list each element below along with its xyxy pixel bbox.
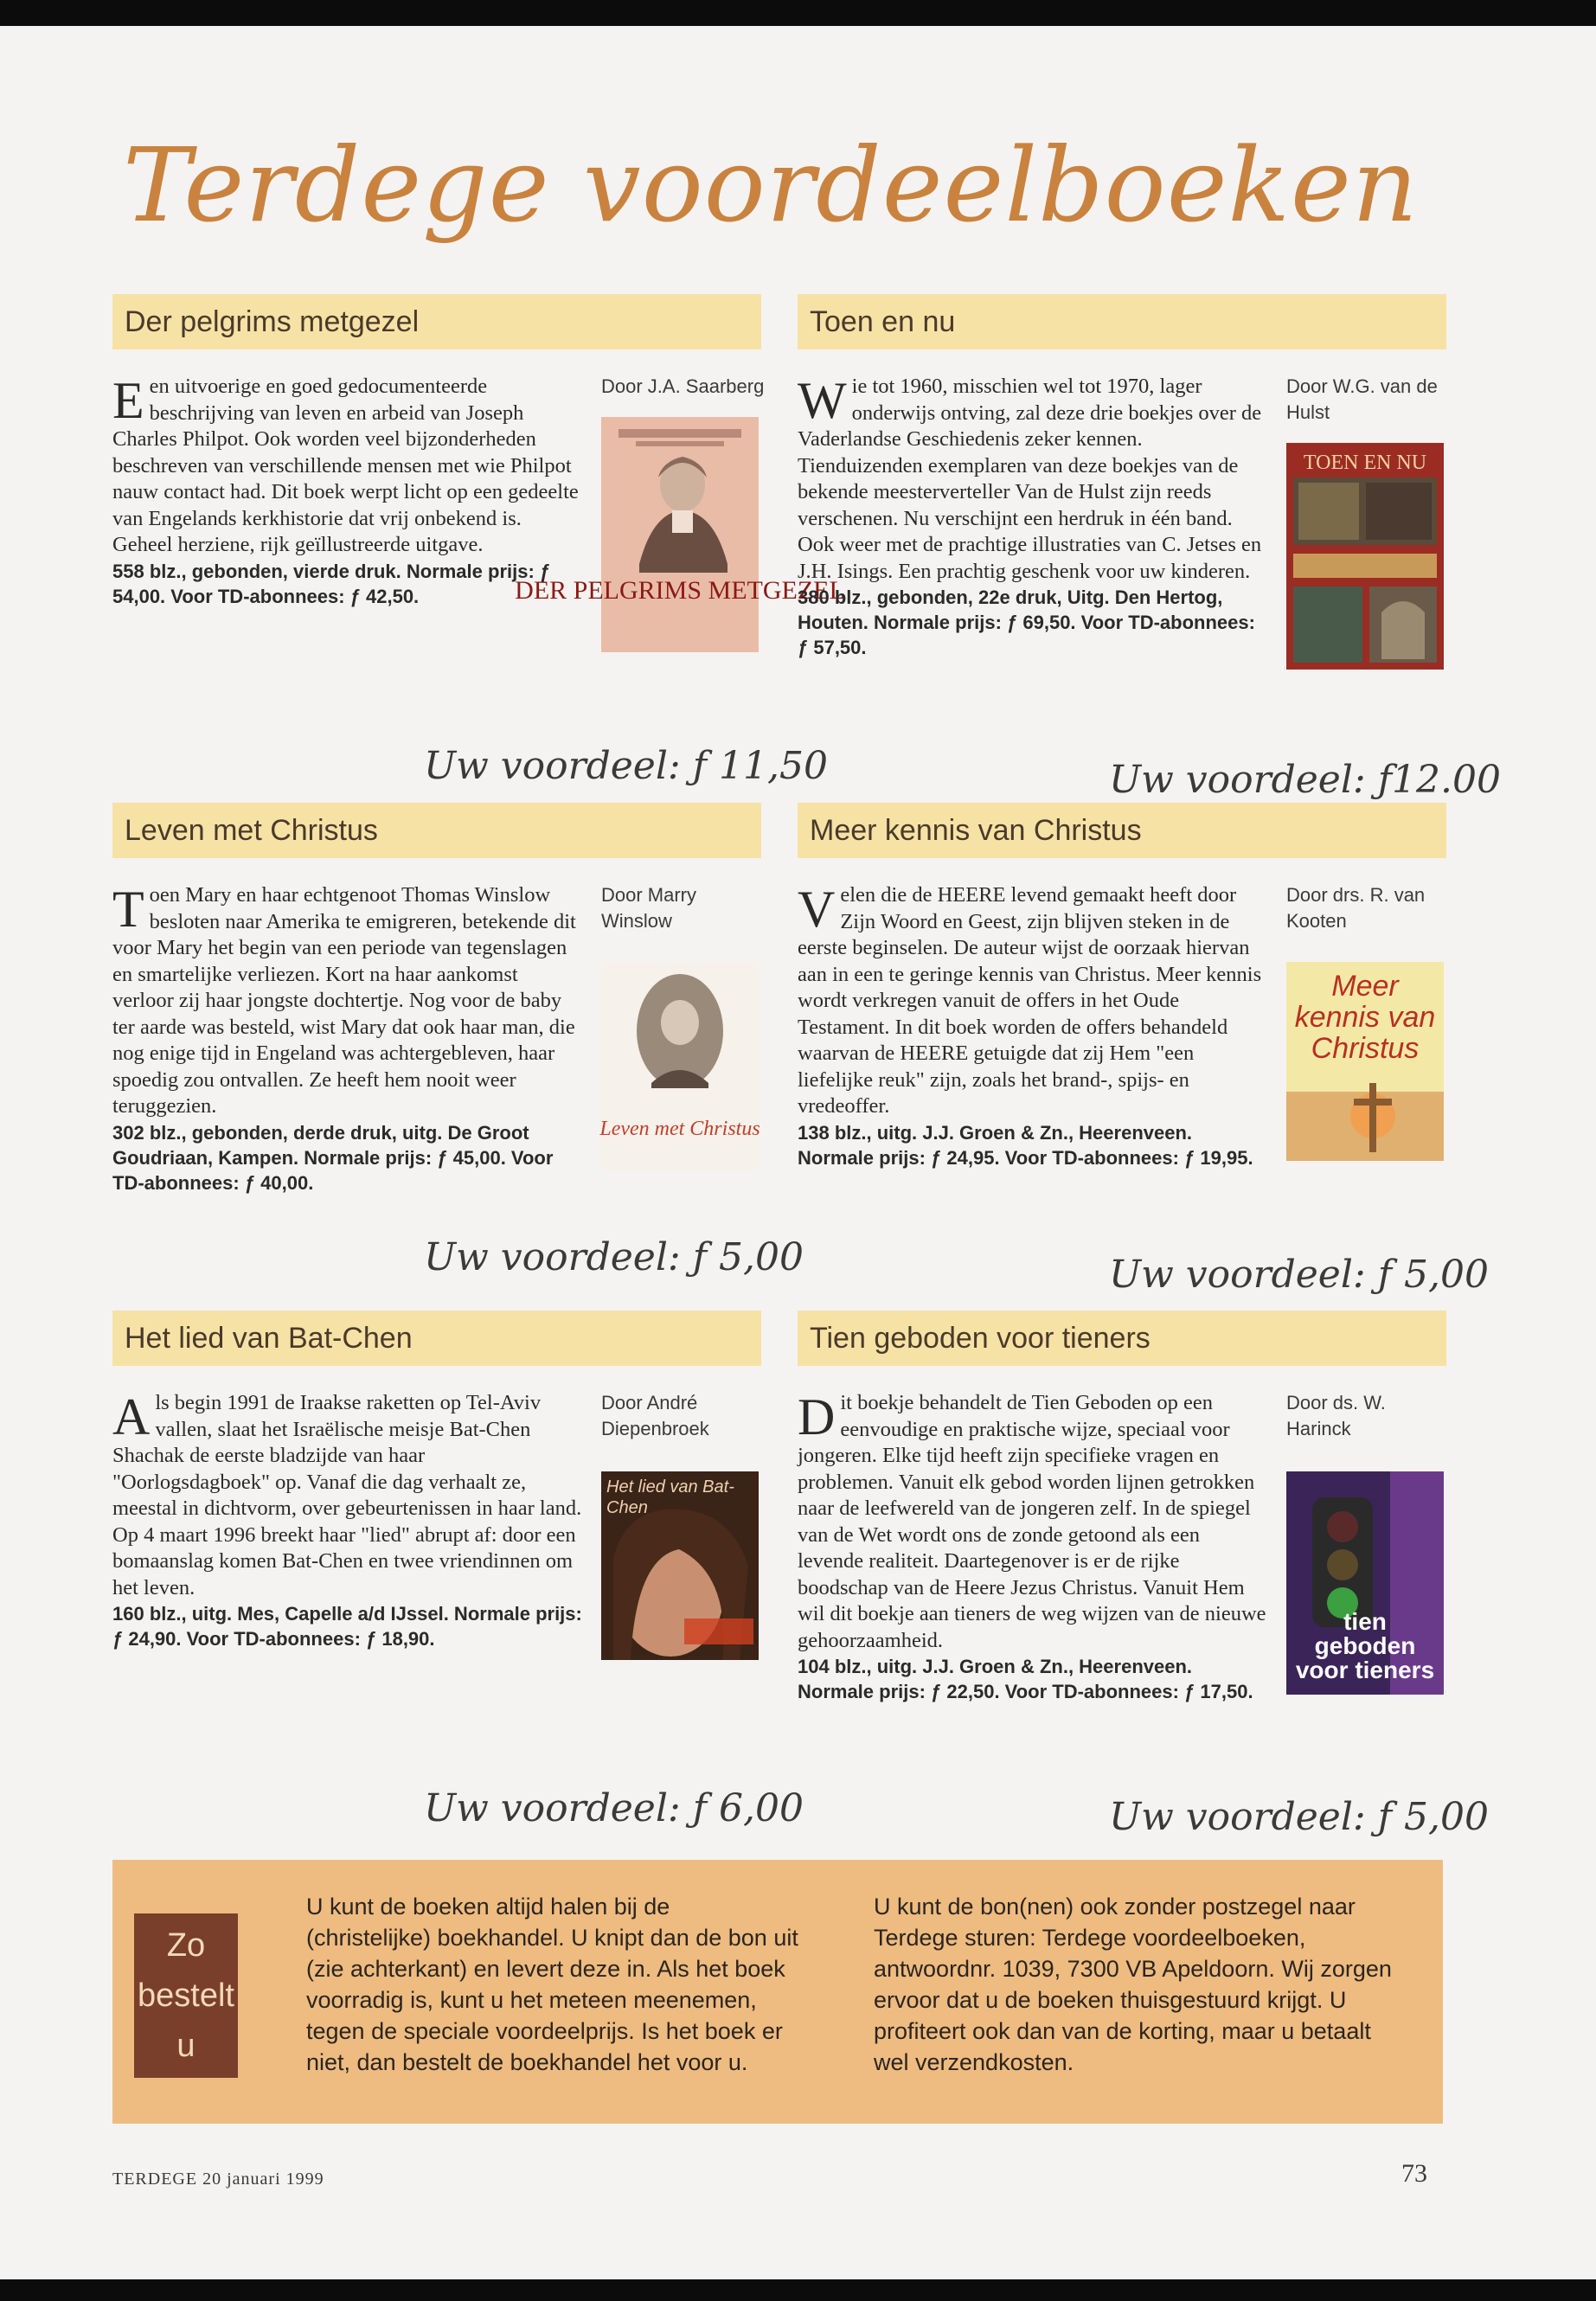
cover-title: tien geboden voor tieners (1295, 1608, 1435, 1683)
order-text-mail: U kunt de bon(nen) ook zonder postzegel naar Terdege sturen: Terdege voordeelboeken, antwoordnr. 1039, 7300 VB Apeldoorn. Wij zorgen ervoor dat u de boeken thuisgestuurd krijgt. U profiteert ook dan van de korting, maar u betaalt wel verzendkosten. (874, 1894, 1392, 2075)
book-description (798, 882, 1269, 1170)
drop-cap: A (112, 1388, 151, 1445)
book-cover-leven-met-christus (601, 962, 759, 1170)
drop-cap: T (112, 881, 144, 938)
author-credit: Door W.G. van de Hulst (1286, 375, 1438, 423)
book-cover-pelgrims (515, 417, 845, 652)
portrait-illustration (515, 417, 845, 652)
section-heading: Leven met Christus (112, 803, 761, 858)
price-details: 160 blz., uitg. Mes, Capelle a/d IJssel. Normale prijs: ƒ 24,90. Voor TD-abonnees: ƒ 18,90. (112, 1603, 582, 1650)
description-text: ie tot 1960, misschien wel tot 1970, lager onderwijs ontving, zal deze drie boekjes over de Vaderlandse Geschiedenis zeker kennen. Tienduizenden exemplaren van deze boekjes van de bekende meesterverteller Van de Hulst zijn reeds verschenen. Nu verschijnt een herdruk in één band. Ook weer met de prachtige illustraties van C. Jetses en J.H. Isings. Een prachtig geschenk voor uw kinderen. (798, 375, 1262, 583)
book-description (112, 374, 584, 609)
book-section-pelgrims (112, 294, 845, 788)
section-heading: Toen en nu (798, 294, 1446, 349)
drop-cap: V (798, 881, 836, 938)
price-details: 104 blz., uitg. J.J. Groen & Zn., Heerenveen. Normale prijs: ƒ 22,50. Voor TD-abonnees: ƒ 17,50. (798, 1656, 1253, 1702)
order-badge: Zo bestelt u (134, 1913, 238, 2078)
page-number: 73 (1401, 2159, 1427, 2188)
advantage-label: Uw voordeel: ƒ 5,00 (424, 1235, 804, 1279)
cover-title: Leven met Christus (599, 1118, 760, 1140)
footer-issue: TERDEGE 20 januari 1999 (112, 2170, 324, 2189)
portrait-illustration (601, 962, 759, 1170)
cover-illustration (1286, 962, 1444, 1161)
author-credit: Door J.A. Saarberg (601, 375, 765, 397)
drop-cap: E (112, 372, 144, 429)
author-credit: Door André Diepenbroek (601, 1392, 709, 1439)
advantage-label: Uw voordeel: ƒ 5,00 (1109, 1795, 1489, 1839)
advantage-label: Uw voordeel: ƒ12.00 (1109, 758, 1501, 802)
author-credit: Door ds. W. Harinck (1286, 1392, 1386, 1439)
book-cover-bat-chen (601, 1471, 759, 1660)
book-cover-tien-geboden (1286, 1471, 1444, 1695)
cover-title: DER PELGRIMS METGEZEL (515, 576, 845, 605)
price-details: 558 blz., gebonden, vierde druk. Normale prijs: ƒ 54,00. Voor TD-abonnees: ƒ 42,50. (112, 560, 551, 607)
page-title: Terdege voordeelboeken (123, 125, 1419, 245)
drop-cap: D (798, 1388, 836, 1445)
magazine-page (0, 26, 1596, 2279)
drop-cap: W (798, 372, 847, 429)
advantage-label: Uw voordeel: ƒ 6,00 (424, 1786, 804, 1830)
book-cover-meer-kennis (1286, 962, 1444, 1161)
order-info-box (112, 1860, 1443, 2124)
cover-illustration (1286, 1471, 1444, 1695)
description-text: ls begin 1991 de Iraakse raketten op Tel-Aviv vallen, slaat het Israëlische meisje Bat-Chen Shachak de eerste bladzijde van haar "Oorlogsdagboek" op. Vanaf die dag verhaalt ze, meestal in dichtvorm, over gebeurtenissen in haar land. Op 4 maart 1996 breekt haar "lied" abrupt af: door een bomaanslag komen Bat-Chen en twee vriendinnen om het leven. (112, 1391, 582, 1599)
description-text: oen Mary en haar echtgenoot Thomas Winslow besloten naar Amerika te emigreren, betekende dit voor Mary het begin van een periode van tegenslagen en smartelijke verliezen. Kort na haar aankomst verloor zij haar jongste dochtertje. Nog voor de baby ter aarde was besteld, wist Mary dat ook haar man, die nog enige tijd in Engeland was achtergebleven, haar spoedig zou ontvallen. Ze heeft hem nooit weer teruggezien. (112, 883, 576, 1118)
cover-title: Meer kennis van Christus (1294, 970, 1436, 1065)
price-details: 302 blz., gebonden, derde druk, uitg. De Groot Goudriaan, Kampen. Normale prijs: ƒ 45,00. Voor TD-abonnees: ƒ 40,00. (112, 1121, 554, 1194)
description-text: en uitvoerige en goed gedocumenteerde beschrijving van leven en arbeid van Joseph Charles Philpot. Ook worden veel bijzonderheden beschreven van verschillende mensen met wie Philpot nauw contact had. Dit boek werpt licht op een gedeelte van Engelands kerkhistorie dat vrij onbekend is. Geheel herziene, rijk geïllustreerde uitgave. (112, 375, 579, 556)
price-details: 138 blz., uitg. J.J. Groen & Zn., Heerenveen. Normale prijs: ƒ 24,95. Voor TD-abonnees: ƒ 19,95. (798, 1121, 1253, 1169)
cover-title: TOEN EN NU (1303, 452, 1427, 474)
book-section-leven-met-christus (112, 803, 804, 1279)
book-section-meer-kennis (798, 803, 1489, 1297)
section-heading: Tien geboden voor tieners (798, 1311, 1446, 1366)
author-credit: Door drs. R. van Kooten (1286, 884, 1426, 932)
description-text: elen die de HEERE levend gemaakt heeft door Zijn Woord en Geest, zijn blijven steken in de eerste beginselen. De auteur wijst de oorzaak hiervan aan in een te geringe kennis van Christus. Meer kennis wordt verkregen vanuit de offers in het Oude Testament. In dit boek worden de offers behandeld waarvan de HEERE getuigde dat zij Hem "een liefelijke reuk" zijn, zoals het brand-, spijs- en vredeoffer. (798, 883, 1262, 1118)
advantage-label: Uw voordeel: ƒ 11,50 (424, 744, 828, 788)
section-heading: Der pelgrims metgezel (112, 294, 761, 349)
book-section-bat-chen (112, 1311, 804, 1830)
book-description (798, 374, 1269, 660)
photo-illustration (601, 1471, 759, 1660)
section-heading: Het lied van Bat-Chen (112, 1311, 761, 1366)
advantage-label: Uw voordeel: ƒ 5,00 (1109, 1253, 1489, 1297)
order-text-bookstore: U kunt de boeken altijd halen bij de (christelijke) boekhandel. U knipt dan de bon uit (zie achterkant) en levert deze in. Als het boek voorradig is, kunt u het meteen meenemen, tegen de speciale voordeelprijs. Is het boek er niet, dan bestelt de boekhandel het voor u. (306, 1894, 798, 2075)
book-section-toen-en-nu (798, 294, 1501, 802)
section-heading: Meer kennis van Christus (798, 803, 1446, 858)
description-text: it boekje behandelt de Tien Geboden op een eenvoudige en praktische wijze, speciaal voor jongeren. Elke tijd heeft zijn specifieke vragen en problemen. Vanuit elk gebod worden lijnen getrokken naar de leefwereld van de jongeren zelf. In de spiegel van de Wet wordt ons de zonde getoond als een levende realiteit. Daartegenover is er de rijke boodschap van de Heere Jezus Christus. Vanuit Hem wil dit boekje aan tieners de weg wijzen van de nieuwe gehoorzaamheid. (798, 1391, 1266, 1652)
book-description (112, 1390, 584, 1651)
price-details: 380 blz., gebonden, 22e druk, Uitg. Den Hertog, Houten. Normale prijs: ƒ 69,50. Voor TD-abonnees: ƒ 57,50. (798, 586, 1255, 658)
author-credit: Door Marry Winslow (601, 884, 697, 932)
book-description (798, 1390, 1269, 1704)
book-cover-toen-en-nu (1286, 443, 1444, 670)
collage-illustration (1286, 443, 1444, 670)
book-description (112, 882, 584, 1195)
cover-title: Het lied van Bat-Chen (606, 1477, 734, 1517)
book-section-tien-geboden (798, 1311, 1489, 1839)
